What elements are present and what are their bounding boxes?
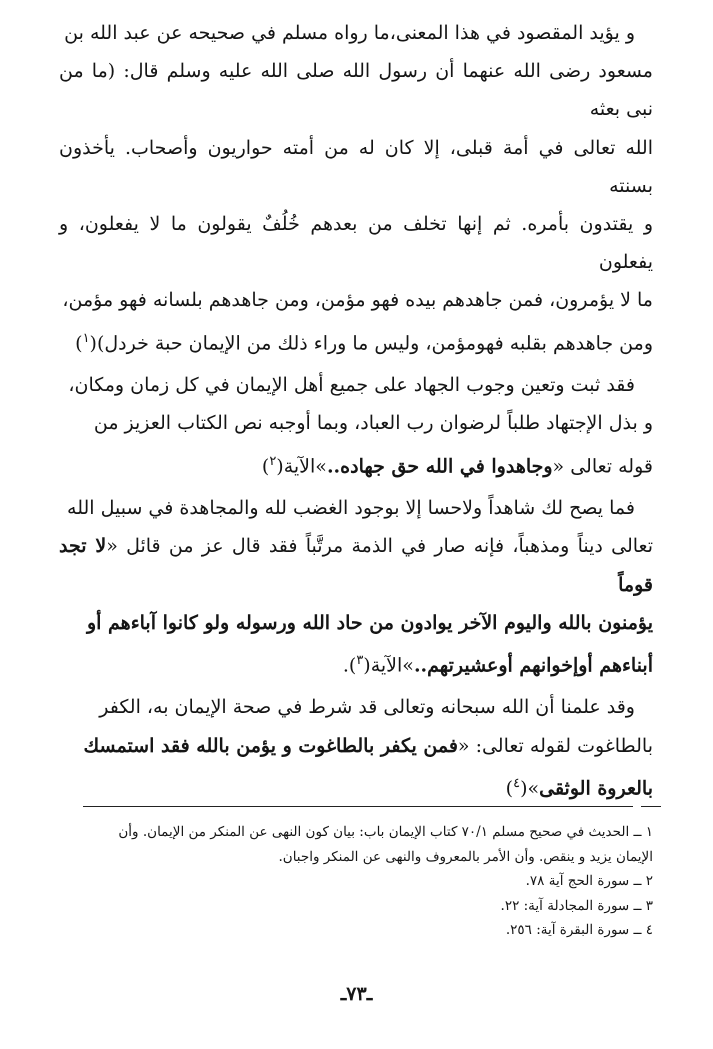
footnote-1: ١ ــ الحديث في صحيح مسلم ٧٠/١ كتاب الإيمان باب: بيان كون النهى عن المنكر من الإيمان. وأن [118, 824, 653, 840]
paragraph-hadith [59, 14, 653, 362]
footnote-marker: ٢ [269, 453, 277, 469]
text-fragment: بالطاغوت لقوله تعالى: « [457, 734, 653, 757]
paragraph-loyalty [59, 489, 653, 684]
text-fragment: تعالى ديناً ومذهباً، فإنه صار في الذمة مرتَّباً فقد قال عز من قائل « [106, 535, 653, 558]
footnote-marker: ١ [82, 330, 90, 346]
main-text [59, 14, 653, 807]
quran-quote: أبناءهم أوإخوانهم أوعشيرتهم.. [413, 654, 653, 677]
footnote-2: ٢ ــ سورة الحج آية ٧٨. [525, 873, 653, 889]
text-fragment: »الآية( [276, 454, 327, 477]
text-line: و بذل الإجتهاد طلباً لرضوان رب العباد، وبما أوجبه نص الكتاب العزيز من [93, 412, 653, 435]
text-fragment: ) [261, 454, 270, 477]
text-line: وقد علمنا أن الله سبحانه وتعالى قد شرط في صحة الإيمان به، الكفر [99, 696, 635, 719]
text-line: و يقتدون بأمره. ثم إنها تخلف من بعدهم خُلُفٌ يقولون ما لا يفعلون، و يفعلون [59, 213, 653, 274]
paragraph-jihad [59, 366, 653, 485]
text-fragment: ). [342, 654, 357, 677]
footnote-divider [83, 806, 633, 807]
text-line: ومن جاهدهم بقلبه فهومؤمن، وليس ما وراء ذلك من الإيمان حبة خردل)( [89, 331, 653, 354]
text-line: فما يصح لك شاهداً ولاحسا إلا بوجود الغضب لله والمجاهدة في سبيل الله [67, 497, 635, 520]
page-number: ـ٧٣ـ [340, 983, 373, 1005]
text-fragment: ) [75, 331, 83, 354]
quran-quote: بالعروة الوثقى [539, 777, 653, 800]
quran-quote: يؤمنون بالله واليوم الآخر يوادون من حاد الله ورسوله ولو كانوا آباءهم أو [86, 611, 653, 634]
text-fragment: »الآية( [363, 654, 414, 677]
footnote-divider-tail [641, 806, 661, 807]
footnotes [53, 820, 653, 943]
text-line: مسعود رضى الله عنهما أن رسول الله صلى الله عليه وسلم قال: (ما من نبى بعثه [59, 60, 653, 121]
text-line: الله تعالى في أمة قبلى، إلا كان له من أمته حواريون وأصحاب. يأخذون بسنته [59, 136, 653, 197]
footnote-3: ٣ ــ سورة المجادلة آية: ٢٢. [500, 897, 653, 914]
text-line: و يؤيد المقصود في هذا المعنى،ما رواه مسلم في صحيحه عن عبد الله بن [64, 22, 635, 44]
text-line: فقد ثبت وتعين وجوب الجهاد على جميع أهل الإيمان في كل زمان ومكان، [68, 374, 635, 397]
text-fragment: »( [520, 777, 540, 800]
paragraph-taghut [59, 688, 653, 807]
quran-quote: لا تجد قوماً [59, 535, 653, 596]
footnote-marker: ٤ [513, 775, 521, 791]
text-fragment: قوله تعالى « [552, 454, 653, 477]
text-line: ما لا يؤمرون، فمن جاهدهم بيده فهو مؤمن، ومن جاهدهم بلسانه فهو مؤمن، [62, 289, 653, 312]
text-fragment: ) [505, 777, 514, 800]
quran-quote: فمن يكفر بالطاغوت و يؤمن بالله فقد استمسك [83, 734, 458, 757]
quran-quote: وجاهدوا في الله حق جهاده.. [326, 454, 553, 477]
footnote-1-continued: الإيمان يزيد و ينقص. وأن الأمر بالمعروف والنهى عن المنكر واجبان. [278, 848, 653, 865]
footnote-marker: ٣ [356, 652, 364, 668]
footnote-4: ٤ ــ سورة البقرة آية: ٢٥٦. [505, 922, 653, 938]
